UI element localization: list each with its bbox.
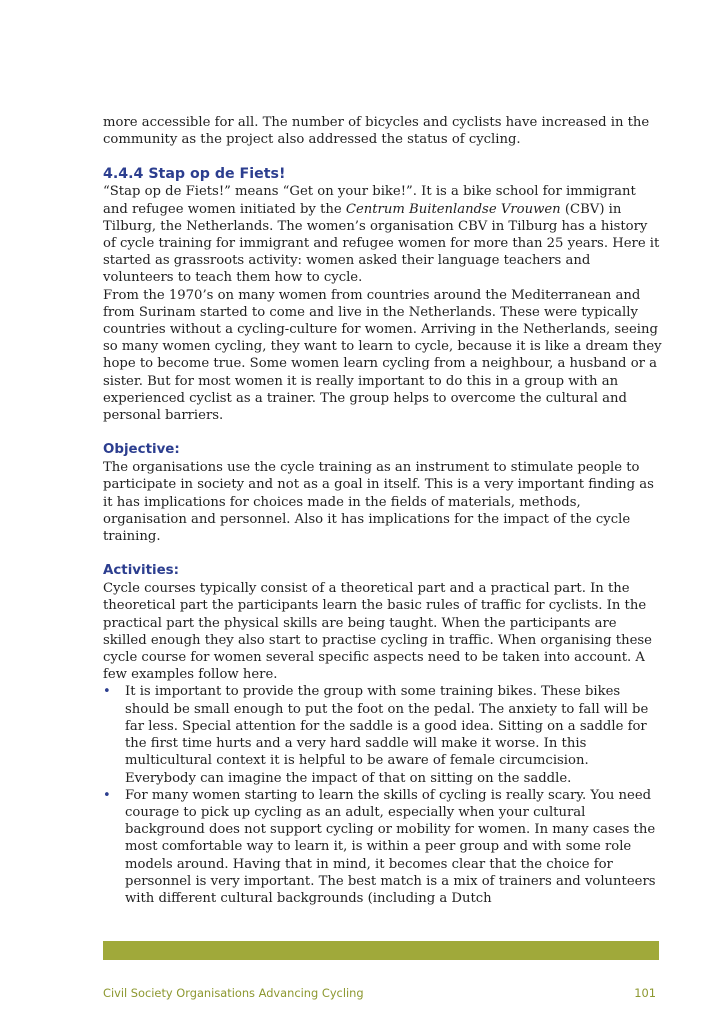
objective-paragraph: The organisations use the cycle training as an instrument to stimulate people to participate in society and not as a goal in itself. This is a very important finding as it has implications for choices made in the fields of materials, methods, organisation and personnel. Also it has implications for the impact of the cycle training. [103,460,654,545]
list-item [103,787,663,907]
bullet-icon: • [103,684,111,700]
section-paragraph-1 [103,183,663,286]
activities-paragraph: Cycle courses typically consist of a theoretical part and a practical part. In the theoretical part the participants learn the basic rules of traffic for cyclists. In the practical part the physical skills are being taught. When the participants are skilled enough they also start to practise cycling in traffic. When organising these cycle course for women several specific aspects need to be taken into account. A few examples follow here. [103,581,652,683]
page-number: 101 [634,986,656,1000]
bullet-icon: • [103,787,111,803]
intro-paragraph: more accessible for all. The number of bicycles and cyclists have increased in the community as the project also addressed the status of cycling. [103,115,650,148]
activities-heading: Activities: [103,563,180,579]
footer-title: Civil Society Organisations Advancing Cycling [103,986,364,1000]
footer-bar [103,941,659,960]
organisation-name: Centrum Buitenlandse Vrouwen [345,201,561,217]
p1-start: “Stap op de Fiets!” means “Get on your bike!”. It is a bike school for immigrant and refugee women initiated by the [103,184,636,217]
activities-bullet-list [103,683,663,907]
bullet-text: It is important to provide the group with some training bikes. These bikes should be small enough to put the foot on the pedal. The anxiety to fall will be far less. Special attention for the saddle is a good idea. Sitting on a saddle for the first time hurts and a very hard saddle will make it worse. In this multicultural context it is helpful to be aware of female circumcision. Everybody can imagine the impact of that on sitting on the saddle. [125,684,649,786]
list-item [103,683,663,786]
p1-end: (CBV) in Tilburg, the Netherlands. The women’s organisation CBV in Tilburg has a history of cycle training for immigrant and refugee women for more than 25 years. Here it started as grassroots activity: women asked their language teachers and volunteers to teach them how to cycle. [103,201,660,286]
section-paragraph-2: From the 1970’s on many women from countries around the Mediterranean and from Surinam started to come and live in the Netherlands. These were typically countries without a cycling-culture for women. Arriving in the Netherlands, seeing so many women cycling, they want to learn to cycle, because it is like a dream they hope to become true. Some women learn cycling from a neighbour, a husband or a sister. But for most women it is really important to do this in a group with an experienced cyclist as a trainer. The group helps to overcome the cultural and personal barriers. [103,287,662,424]
section-title: 4.4.4 Stap op de Fiets! [103,166,286,183]
objective-heading: Objective: [103,442,180,458]
bullet-text: For many women starting to learn the skills of cycling is really scary. You need courage to pick up cycling as an adult, especially when your cultural background does not support cycling or mobility for women. In many cases the most comfortable way to learn it, is within a peer group and with some role models around. Having that in mind, it becomes clear that the choice for personnel is very important. The best match is a mix of trainers and volunteers with different cultural backgrounds (including a Dutch [125,787,656,906]
page-body [103,114,663,907]
